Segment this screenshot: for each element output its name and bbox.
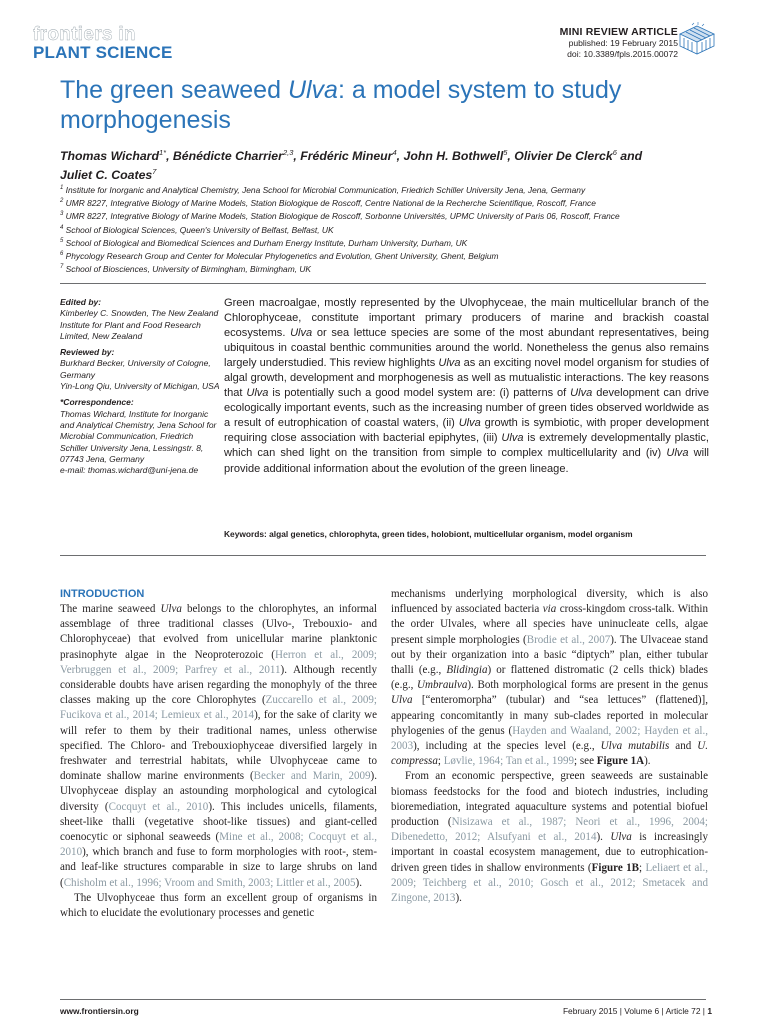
- affiliation: [60, 223, 720, 236]
- affiliation: [60, 249, 720, 262]
- title-italic: Ulva: [287, 76, 338, 104]
- abstract-genus: Ulva: [246, 387, 269, 400]
- author-affil-sup: 7: [152, 167, 157, 177]
- journal-section-icon: [676, 22, 718, 62]
- abstract-text: is potentially such a good model system are: (i) patterns of: [268, 387, 571, 400]
- reviewer: Burkhard Becker, University of Cologne, Germany: [60, 358, 211, 380]
- paragraph: From an economic perspective, green seaweeds are sustainable biomass feedstocks for the food and biotech industries, including bioremediation, integrated aquaculture systems and potential biofuel production (Nisizawa et al., 1987; Neori et al., 1996, 2004; Dibenedetto, 2012; Alsufyani et al., 2014). Ulva is increasingly important in coastal ecosystem management, due to eutrophication-driven green tides in shallow environments (Figure 1B; Leliaert et al., 2009; Teichberg et al., 2010; Gosch et al., 2012; Smetacek and Zingone, 2013).: [391, 770, 709, 905]
- author-affil-sup: 6: [612, 148, 617, 157]
- correspondence-block: [60, 397, 220, 476]
- body-column-left: [60, 587, 377, 921]
- abstract-genus: Ulva: [438, 357, 461, 370]
- keywords: Keywords: algal genetics, chlorophyta, green tides, holobiont, multicellular organism, model organism: [224, 529, 633, 539]
- affiliation-number: 5: [60, 237, 64, 244]
- correspondence-label: *Correspondence:: [60, 397, 134, 408]
- page-number: 1: [707, 1006, 712, 1016]
- author-list: Thomas Wichard$^{1*}$, Bénédicte Charrier$^{2,3}$, Frédéric Mineur$^4$, John H. Bothwell$^5$, Olivier De Clerck$^6$ and Juliet C. Coates$^7$: [60, 148, 643, 183]
- published-date: published: 19 February 2015: [568, 38, 678, 48]
- journal-url[interactable]: www.frontiersin.org: [60, 1006, 139, 1016]
- article-type: MINI REVIEW ARTICLE: [559, 26, 678, 38]
- affiliation: [60, 209, 720, 222]
- journal-logo: [33, 26, 203, 63]
- author-affil-sup: 1*: [158, 148, 167, 157]
- editorial-sidebar: [60, 297, 220, 481]
- abstract-genus: Ulva: [290, 327, 313, 340]
- correspondence-email[interactable]: e-mail: thomas.wichard@uni-jena.de: [60, 465, 199, 476]
- edited-by-label: Edited by:: [60, 297, 102, 307]
- paragraph: The marine seaweed Ulva belongs to the chlorophytes, an informal assemblage of three traditional classes (Ulvo-, Trebouxio- and Chlorophyceae) that evolved from unicellular marine planktonic prasinophyte algae in the Neoproterozoic (Herron et al., 2009; Verbruggen et al., 2009; Parfrey et al., 2011). Although recently considerable doubts have arisen regarding the monophyly of the three classes making up the core Chlorophytes (Zuccarello et al., 2009; Fucikova et al., 2014; Lemieux et al., 2014), for the sake of clarity we will refer to them by their traditional names, unless otherwise specified. The Chloro- and Trebouxiophyceae diversified largely in freshwater and terrestrial habitats, while Ulvophyceae came to dominate shallow marine environments (Becker and Marin, 2009). Ulvophyceae display an astounding morphological and cytological diversity (Cocquyt et al., 2010). This includes unicells, filaments, sheet-like thalli (vegetative shoot-like tissues) and giant-celled coenocytic or siphonal seaweeds (Mine et al., 2008; Cocquyt et al., 2010), which branch and fuse to form morphologies with root-, stem- and leaf-like structures comparable in size to large shrubs on land (Chisholm et al., 1996; Vroom and Smith, 2003; Littler et al., 2005).: [60, 603, 378, 889]
- paragraph: The Ulvophyceae thus form an excellent group of organisms in which to elucidate the evolutionary processes and genetic: [60, 891, 377, 920]
- author-name: Bénédicte Charrier: [172, 149, 283, 164]
- affiliation: [60, 236, 720, 249]
- divider: [60, 283, 706, 284]
- author-name: John H. Bothwell: [403, 149, 504, 164]
- abstract: [224, 296, 709, 477]
- abstract-genus: Ulva: [666, 447, 689, 460]
- affiliation-number: 2: [60, 198, 64, 205]
- abstract-text: or sea lettuce species are some of the most abundant representatives, being ubiquitous in coastal benthic communities around the world. Nonetheless the genus also remains largely understudied. This review highlights: [224, 327, 709, 370]
- article-meta: [560, 26, 678, 59]
- footer-divider: [60, 999, 706, 1000]
- abstract-text: will provide additional information about the evolution of the green lineage.: [224, 447, 709, 475]
- abstract-text: growth is symbiotic, with proper development requiring close association with bacterial epiphytes, (iii): [224, 417, 709, 445]
- affiliation-text: UMR 8227, Integrative Biology of Marine Models, Station Biologique de Roscoff, Sorbonne Universités, UPMC University of Paris 06, Roscoff, France: [65, 211, 620, 222]
- abstract-text: development can drive ecologically important events, such as the increasing number of green tides observed worldwide as a result of eutrophication of coastal waters, (ii): [224, 387, 710, 430]
- footer-date: February 2015: [562, 1006, 618, 1016]
- edited-by-block: [60, 297, 220, 342]
- correspondence-address: Thomas Wichard, Institute for Inorganic and Analytical Chemistry, Jena School for Microbial Communication, Friedrich Schiller University Jena, Lessingstr. 8, 07743 Jena, Germany: [60, 408, 217, 464]
- divider: [60, 555, 706, 556]
- paragraph: mechanisms underlying morphological diversity, which is also influenced by associated bacteria via cross-kingdom cross-talk. Within the order Ulvales, where all species have uninucleate cells, algae present simple morphologies (Brodie et al., 2007). The Ulvaceae stand out by their organization into a basic “diptych” plan, either tubular thalli (e.g., Blidingia) or flattened distromatic (2 cells thick) blades (e.g., Umbraulva). Both morphological forms are present in the genus Ulva [“enteromorpha” (tubular) and “sea lettuces” (flattened)], appearing concomitantly in many sub-clades reported in molecular phylogenies of the genus (Hayden and Waaland, 2002; Hayden et al., 2003), including at the species level (e.g., Ulva mutabilis and U. compressa; Løvlie, 1964; Tan et al., 1999; see Figure 1A).: [391, 588, 709, 768]
- affiliation-number: 1: [60, 185, 64, 191]
- doi: doi: 10.3389/fpls.2015.00072: [567, 48, 678, 59]
- affiliation-number: 7: [60, 264, 64, 271]
- footer-volume: Volume 6: [624, 1006, 660, 1016]
- affiliation-text: Institute for Inorganic and Analytical Chemistry, Jena School for Microbial Communication, Friedrich Schiller University Jena, Jena, Germany: [65, 184, 586, 195]
- abstract-text: is extremely developmentally plastic, which can shed light on the transition from simple to complex multicellularity and (iv): [224, 432, 709, 460]
- abstract-text: as an exciting novel model organism for studies of algal growth, development and morphogenesis as well as mutualistic interactions. The key reasons that: [224, 357, 709, 400]
- affiliation: [60, 262, 720, 275]
- affiliation-number: 3: [60, 211, 64, 218]
- footer-citation: February 2015 | Volume 6 | Article 72 | 1: [562, 1006, 712, 1016]
- reviewed-by-block: [60, 347, 220, 392]
- affiliation-list: [60, 183, 720, 275]
- title-part1: The green seaweed: [60, 76, 288, 104]
- author-name: Frédéric Mineur: [300, 149, 393, 164]
- abstract-text: Green macroalgae, mostly represented by the Ulvophyceae, the main multicellular branch of the Chlorophyceae, constitute important primary producers of marine and brackish coastal ecosystems.: [224, 297, 709, 340]
- abstract-genus: Ulva: [570, 387, 593, 400]
- affiliation-text: Phycology Research Group and Center for Molecular Phylogenetics and Evolution, Ghent University, Ghent, Belgium: [65, 250, 499, 261]
- reviewed-by-label: Reviewed by:: [60, 347, 115, 358]
- affiliation-text: School of Biological and Biomedical Sciences and Durham Energy Institute, Durham University, Durham, UK: [65, 237, 468, 248]
- affiliation: [60, 196, 720, 209]
- title-part2: : a model system to study morphogenesis: [60, 76, 622, 134]
- author-name: Juliet C. Coates: [60, 168, 153, 183]
- affiliation-text: School of Biological Sciences, Queen's University of Belfast, Belfast, UK: [65, 224, 334, 235]
- footer-article: Article 72: [665, 1006, 701, 1016]
- author-affil-sup: 4: [392, 148, 397, 157]
- section-heading: INTRODUCTION: [60, 588, 145, 600]
- reviewer: Yin-Long Qiu, University of Michigan, USA: [60, 381, 220, 392]
- affiliation-number: 4: [60, 224, 64, 231]
- abstract-genus: Ulva: [458, 417, 481, 430]
- affiliation-text: UMR 8227, Integrative Biology of Marine Models, Station Biologique de Roscoff, Centre National de la Recherche Scientifique, Roscoff, France: [65, 198, 596, 208]
- journal-name-line2: PLANT SCIENCE: [33, 43, 173, 62]
- author-name: Olivier De Clerck: [514, 149, 613, 164]
- body-column-right: [391, 587, 708, 906]
- author-name: Thomas Wichard: [60, 149, 159, 164]
- affiliation: [60, 183, 720, 196]
- affiliation-number: 6: [60, 251, 64, 258]
- affiliation-text: School of Biosciences, University of Birmingham, Birmingham, UK: [65, 264, 311, 275]
- article-title: [60, 75, 680, 135]
- editor: Kimberley C. Snowden, The New Zealand Institute for Plant and Food Research Limited, New Zealand: [60, 308, 219, 341]
- journal-name-line1: frontiers in: [33, 24, 136, 45]
- abstract-genus: Ulva: [501, 432, 524, 445]
- author-affil-sup: 5: [503, 148, 508, 157]
- author-affil-sup: 2,3: [282, 148, 294, 157]
